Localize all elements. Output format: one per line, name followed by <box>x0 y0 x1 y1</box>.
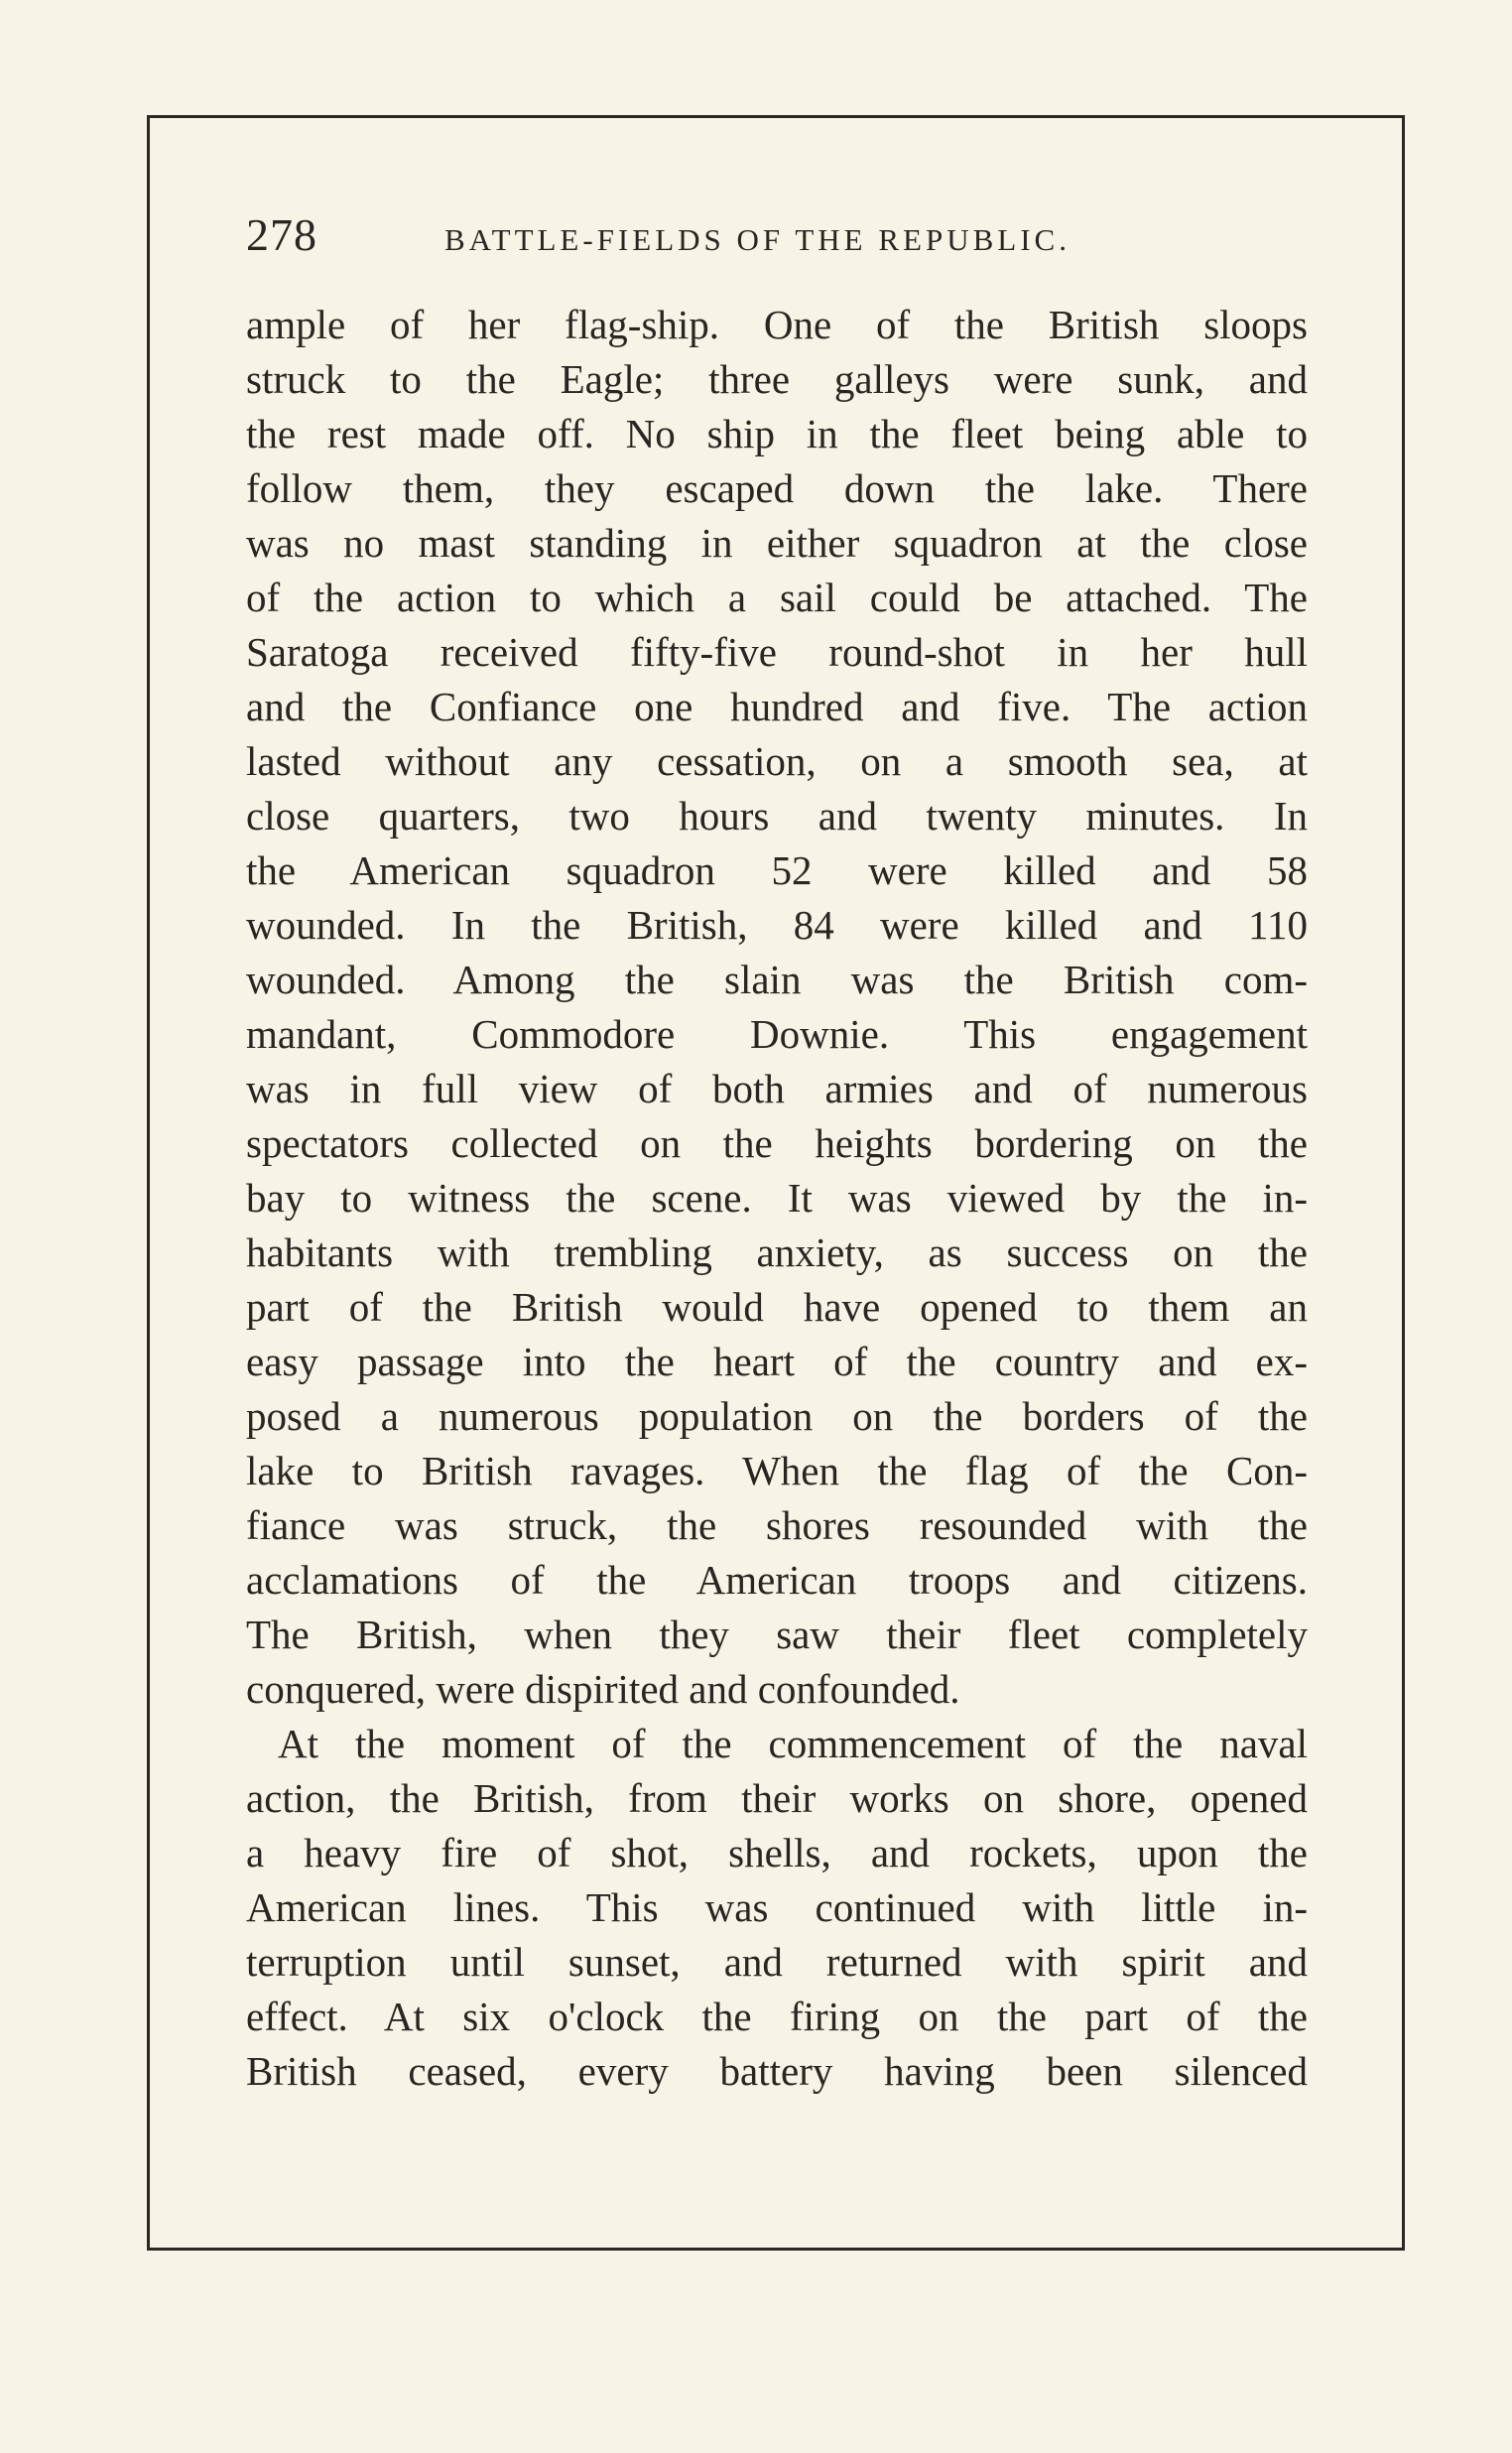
text-line: Saratoga received fifty-five round-shot in her hull <box>246 629 1308 675</box>
text-line: was no mast standing in either squadron at the close <box>246 520 1308 566</box>
text-line: British ceased, every battery having been silenced <box>246 2048 1308 2094</box>
text-line: follow them, they escaped down the lake. There <box>246 465 1308 511</box>
page-number: 278 <box>246 209 317 260</box>
text-line: bay to witness the scene. It was viewed by the in- <box>246 1175 1308 1221</box>
text-line: wounded. Among the slain was the British com- <box>246 957 1308 1002</box>
text-line: acclamations of the American troops and citizens. <box>246 1557 1308 1603</box>
text-line: At the moment of the commencement of the naval <box>278 1721 1308 1766</box>
text-line: of the action to which a sail could be attached. The <box>246 575 1308 620</box>
text-line: ample of her flag-ship. One of the British sloops <box>246 302 1308 347</box>
text-line: mandant, Commodore Downie. This engagement <box>246 1011 1308 1057</box>
text-line: spectators collected on the heights bordering on the <box>246 1120 1308 1166</box>
text-line: habitants with trembling anxiety, as success on the <box>246 1229 1308 1275</box>
text-line: conquered, were dispirited and confounded. <box>246 1666 960 1712</box>
text-line: wounded. In the British, 84 were killed and 110 <box>246 902 1308 948</box>
text-line: was in full view of both armies and of numerous <box>246 1066 1308 1111</box>
text-line: close quarters, two hours and twenty minutes. In <box>246 793 1308 839</box>
text-line: fiance was struck, the shores resounded with the <box>246 1502 1308 1548</box>
text-line: The British, when they saw their fleet completely <box>246 1612 1308 1657</box>
text-line: effect. At six o'clock the firing on the part of the <box>246 1994 1308 2039</box>
body-text <box>246 298 1308 2099</box>
text-line: and the Confiance one hundred and five. The action <box>246 684 1308 729</box>
text-line: lasted without any cessation, on a smooth sea, at <box>246 738 1308 784</box>
text-line: action, the British, from their works on shore, opened <box>246 1775 1308 1821</box>
text-line: terruption until sunset, and returned with spirit and <box>246 1939 1308 1985</box>
text-line: the rest made off. No ship in the fleet being able to <box>246 411 1308 456</box>
text-line: posed a numerous population on the borders of the <box>246 1393 1308 1439</box>
text-line: struck to the Eagle; three galleys were sunk, and <box>246 356 1308 402</box>
running-title: BATTLE-FIELDS OF THE REPUBLIC. <box>444 222 1071 257</box>
text-line: American lines. This was continued with little in- <box>246 1884 1308 1930</box>
text-line: lake to British ravages. When the flag of the Con- <box>246 1448 1308 1493</box>
running-head <box>246 208 1298 268</box>
text-line: easy passage into the heart of the country and ex- <box>246 1339 1308 1384</box>
text-line: a heavy fire of shot, shells, and rockets, upon the <box>246 1830 1308 1875</box>
text-line: the American squadron 52 were killed and 58 <box>246 847 1308 893</box>
text-line: part of the British would have opened to them an <box>246 1284 1308 1330</box>
